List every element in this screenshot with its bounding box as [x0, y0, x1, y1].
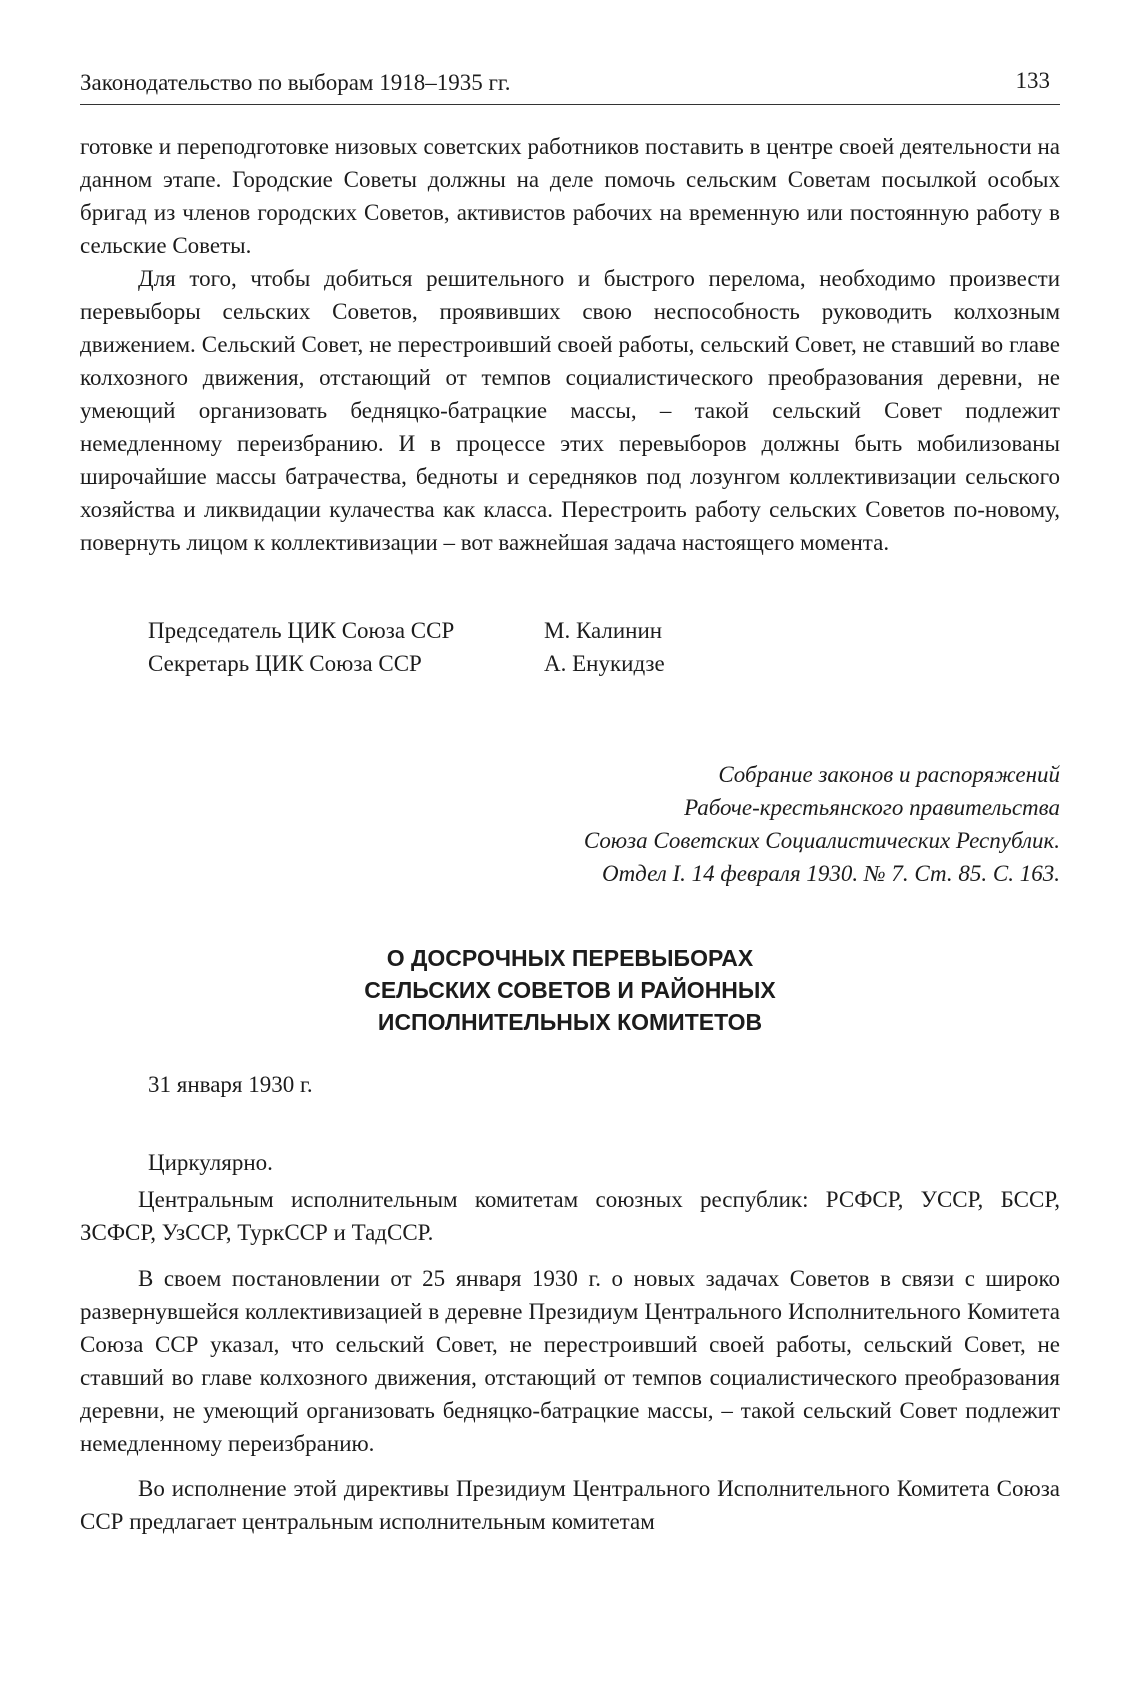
circular-label: Циркулярно.	[148, 1150, 273, 1175]
source-line: Рабоче-крестьянского правительства	[684, 795, 1060, 820]
signature-name: А. Енукидзе	[544, 651, 665, 676]
paragraph-continued: готовке и переподготовке низовых советских работников поставить в центре своей деятельности на данном этапе. Городские Советы должны на деле помочь сельским Советам посылкой особых бригад из членов городских Советов, активистов рабочих на временную или постоянную работу в сельские Советы.	[80, 134, 1060, 258]
page-header	[80, 60, 1060, 105]
signature-role: Председатель ЦИК Союза ССР	[148, 618, 455, 643]
title-line: ИСПОЛНИТЕЛЬНЫХ КОМИТЕТОВ	[377, 1009, 763, 1035]
source-citation	[420, 758, 1060, 890]
signature-role: Секретарь ЦИК Союза ССР	[148, 651, 422, 676]
signature-chairman	[148, 614, 662, 647]
signature-name: М. Калинин	[544, 618, 663, 643]
addressee: Центральным исполнительным комитетам союзных республик: РСФСР, УССР, БССР, ЗСФСР, УзССР, ТуркССР и ТадССР.	[80, 1187, 1060, 1245]
signature-secretary	[148, 647, 665, 680]
document-title	[80, 942, 1060, 1038]
source-line: Отдел I. 14 февраля 1930. № 7. Ст. 85. С. 163.	[601, 861, 1060, 886]
source-line: Собрание законов и распоряжений	[718, 762, 1060, 787]
document-date: 31 января 1930 г.	[148, 1072, 313, 1097]
paragraph-reelection: Для того, чтобы добиться решительного и быстрого перелома, необходимо произвести перевыборы сельских Советов, проявивших свою неспособность руководить колхозным движением. Сельский Совет, не перестроивший своей работы, сельский Совет, не ставший во главе колхозного движения, отстающий от темпов социалистического преобразования деревни, не умеющий организовать бедняцко-батрацкие массы, – такой сельский Совет подлежит немедленному переизбранию. И в процессе этих перевыборов должны быть мобилизованы широчайшие массы батрачества, бедноты и середняков под лозунгом коллективизации сельского хозяйства и ликвидации кулачества как класса. Перестроить работу сельских Советов по-новому, повернуть лицом к коллективизации – вот важнейшая задача настоящего момента.	[80, 266, 1060, 555]
paragraph-directive: Во исполнение этой директивы Президиум Центрального Исполнительного Комитета Союза ССР предлагает центральным исполнительным комитетам	[80, 1476, 1060, 1534]
source-line: Союза Советских Социалистических Республик.	[583, 828, 1060, 853]
addressee-block	[80, 1183, 1060, 1249]
top-text-block	[80, 130, 1060, 559]
bottom-text-block	[80, 1262, 1060, 1538]
page-number: 133	[1015, 68, 1050, 93]
title-line: СЕЛЬСКИХ СОВЕТОВ И РАЙОННЫХ	[364, 977, 776, 1003]
paragraph-resolution: В своем постановлении от 25 января 1930 г. о новых задачах Советов в связи с широко развернувшейся коллективизацией в деревне Президиум Центрального Исполнительного Комитета Союза ССР указал, что сельский Совет, не перестроивший своей работы, сельский Совет, не ставший во главе колхозного движения, отстающий от темпов социалистического преобразования деревни, не умеющий организовать бедняцко-батрацкие массы, – такой сельский Совет подлежит немедленному переизбранию.	[80, 1266, 1060, 1456]
title-line: О ДОСРОЧНЫХ ПЕРЕВЫБОРАХ	[386, 945, 754, 971]
running-title: Законодательство по выборам 1918–1935 гг.	[80, 70, 511, 95]
